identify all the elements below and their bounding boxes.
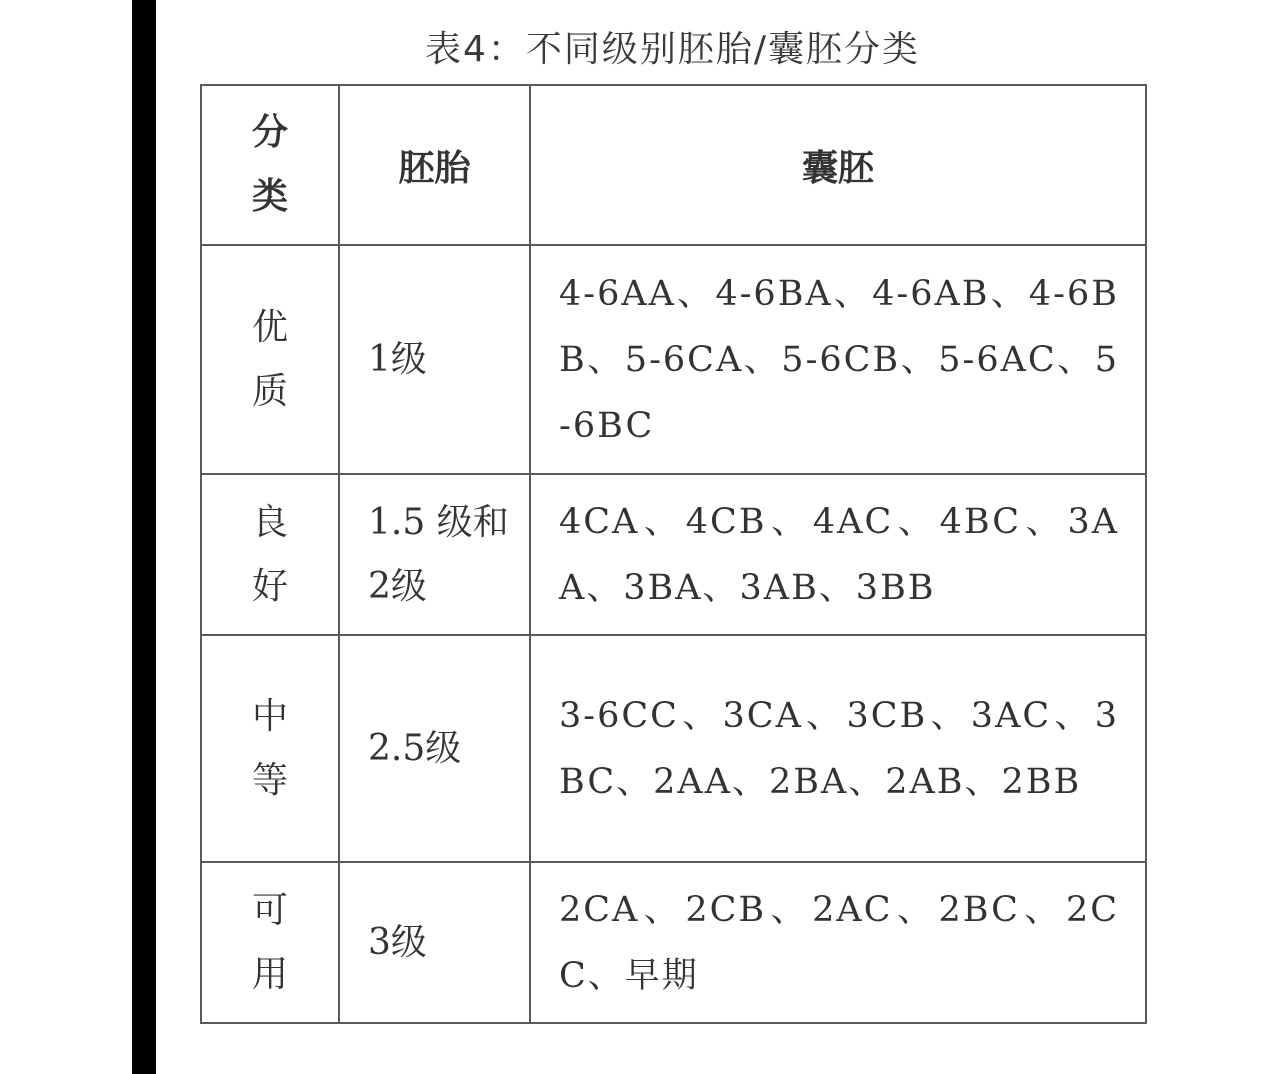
table-row <box>201 635 1146 862</box>
blastocyst-grade-cell: 4-6AA、4-6BA、4-6AB、4-6BB、5-6CA、5-6CB、5-6AC、5-6BC <box>530 245 1146 474</box>
left-border-bar <box>132 0 156 1074</box>
table-caption: 表4：不同级别胚胎/囊胚分类 <box>424 29 921 70</box>
embryo-grade-cell: 1级 <box>339 245 530 474</box>
table-header-row <box>201 85 1146 245</box>
table-row <box>201 245 1146 474</box>
blastocyst-grade-cell: 3-6CC、3CA、3CB、3AC、3BC、2AA、2BA、2AB、2BB <box>530 635 1146 862</box>
header-category: 分类 <box>201 85 339 245</box>
category-cell: 优质 <box>201 245 339 474</box>
category-cell: 可用 <box>201 862 339 1023</box>
table-row <box>201 862 1146 1023</box>
category-cell: 良好 <box>201 474 339 635</box>
embryo-grade-cell: 2.5级 <box>339 635 530 862</box>
header-blastocyst: 囊胚 <box>530 85 1146 245</box>
table-row <box>201 474 1146 635</box>
embryo-grade-table <box>200 84 1147 1024</box>
category-cell: 中等 <box>201 635 339 862</box>
embryo-grade-cell: 1.5 级和2级 <box>339 474 530 635</box>
blastocyst-grade-cell: 4CA、4CB、4AC、4BC、3AA、3BA、3AB、3BB <box>530 474 1146 635</box>
embryo-grade-cell: 3级 <box>339 862 530 1023</box>
header-embryo: 胚胎 <box>339 85 530 245</box>
blastocyst-grade-cell: 2CA、2CB、2AC、2BC、2CC、早期 <box>530 862 1146 1023</box>
